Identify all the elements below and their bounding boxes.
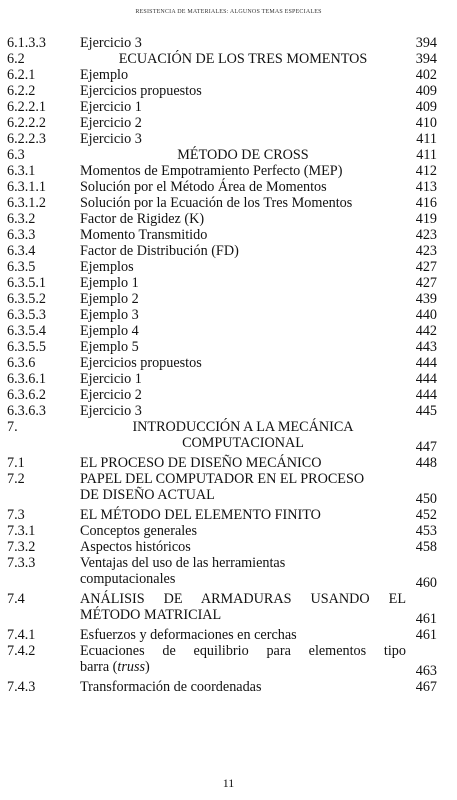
toc-entry-title-line: MÉTODO DE CROSS [177, 147, 309, 163]
toc-entry-number: 6.3.4 [7, 243, 36, 259]
toc-entry-title [80, 355, 406, 371]
toc-entry-number: 7.3.1 [7, 523, 36, 539]
toc-entry-number: 7.2 [7, 471, 25, 487]
toc-entry-title [80, 99, 406, 115]
toc-entry-title [80, 339, 406, 355]
toc-entry-title [80, 679, 406, 695]
toc-entry-title-line: DE DISEÑO ACTUAL [80, 487, 215, 503]
toc-entry-title-line: Factor de Rigidez (K) [80, 211, 205, 227]
toc-entry-number: 6.2.2.2 [7, 115, 47, 131]
toc-entry-title [80, 227, 406, 243]
toc-entry-page: 413 [415, 179, 437, 195]
toc-entry-page: 467 [415, 679, 437, 695]
page-number: 11 [222, 776, 235, 790]
toc-entry-page: 458 [415, 539, 437, 555]
toc-entry-title-line: Ejemplo 2 [80, 291, 139, 307]
toc-entry-title-line: Solución por el Método Área de Momentos [80, 179, 327, 195]
toc-entry-title [80, 179, 406, 195]
toc-entry-title-line: Factor de Distribución (FD) [80, 243, 239, 259]
toc-entry-title [80, 507, 406, 523]
toc-entry-page: 427 [415, 275, 437, 291]
toc-entry-number: 7.3 [7, 507, 25, 523]
toc-entry-title [80, 51, 406, 67]
toc-entry-title [80, 371, 406, 387]
toc-entry-title [80, 523, 406, 539]
toc-entry-number: 6.3.1.1 [7, 179, 47, 195]
toc-entry-title [80, 211, 406, 227]
toc-entry-number: 6.3.6 [7, 355, 36, 371]
toc-entry-page: 444 [415, 387, 437, 403]
toc-entry-title-line: Ejercicio 3 [80, 35, 142, 51]
toc-entry-title [80, 323, 406, 339]
toc-entry-title-line: Ejercicios propuestos [80, 355, 202, 371]
toc-entry-page: 411 [416, 131, 437, 147]
toc-entry-page: 460 [415, 575, 437, 591]
toc-entry-title-line: EL PROCESO DE DISEÑO MECÁNICO [80, 455, 322, 471]
toc-entry-number: 7.4.2 [7, 643, 36, 659]
toc-entry-page: 394 [415, 51, 437, 67]
toc-entry-number: 7.3.3 [7, 555, 36, 571]
toc-entry-page: 461 [415, 611, 437, 627]
toc-entry-title-line: Ejemplos [80, 259, 134, 275]
toc-entry-title-line: ANÁLISIS DE ARMADURAS USANDO EL [80, 591, 406, 607]
toc-entry-page: 439 [415, 291, 437, 307]
toc-entry-title [80, 539, 406, 555]
toc-entry-title [80, 643, 406, 675]
toc-entry-title [80, 275, 406, 291]
toc-entry-title [80, 627, 406, 643]
toc-entry-title-line: Ejercicio 1 [80, 371, 142, 387]
toc-entry-page: 402 [415, 67, 437, 83]
toc-entry-number: 7.3.2 [7, 539, 36, 555]
toc-entry-page: 440 [415, 307, 437, 323]
toc-entry-title-line: Momentos de Empotramiento Perfecto (MEP) [80, 163, 343, 179]
toc-entry-title [80, 471, 406, 503]
toc-entry-title [80, 115, 406, 131]
toc-entry-page: 443 [415, 339, 437, 355]
toc-entry-number: 6.2.2 [7, 83, 36, 99]
toc-entry-page: 419 [415, 211, 437, 227]
toc-entry-title-line: Ejercicio 3 [80, 403, 142, 419]
toc-entry-number: 6.3.2 [7, 211, 36, 227]
toc-entry-number: 6.2.1 [7, 67, 36, 83]
toc-entry-page: 423 [415, 243, 437, 259]
toc-entry-title-line: Transformación de coordenadas [80, 679, 262, 695]
toc-entry-title-line: Esfuerzos y deformaciones en cerchas [80, 627, 297, 643]
toc-entry-title-line: Ejercicio 3 [80, 131, 142, 147]
toc-entry-title [80, 591, 406, 623]
toc-entry-title [80, 67, 406, 83]
toc-entry-title [80, 131, 406, 147]
toc-entry-title-line: Ejemplo 1 [80, 275, 139, 291]
toc-entry-number: 7.4 [7, 591, 25, 607]
toc-entry-title-line: Ejemplo 3 [80, 307, 139, 323]
toc-entry-number: 6.3.5.5 [7, 339, 47, 355]
toc-entry-title [80, 147, 406, 163]
toc-entry-title-line: MÉTODO MATRICIAL [80, 607, 222, 623]
toc-entry-title-line: ECUACIÓN DE LOS TRES MOMENTOS [118, 51, 368, 67]
toc-entry-title-line: INTRODUCCIÓN A LA MECÁNICA [132, 419, 354, 435]
toc-entry-title-line: Ejercicio 2 [80, 387, 142, 403]
toc-entry-page: 412 [415, 163, 437, 179]
toc-entry-number: 7.4.1 [7, 627, 36, 643]
toc-entry-title [80, 387, 406, 403]
toc-entry-title-line: PAPEL DEL COMPUTADOR EN EL PROCESO [80, 471, 365, 487]
toc-entry-page: 409 [415, 99, 437, 115]
toc-entry-title [80, 35, 406, 51]
toc-entry-title [80, 259, 406, 275]
toc-entry-title-line: Ejercicios propuestos [80, 83, 202, 99]
toc-entry-number: 6.2 [7, 51, 25, 67]
toc-entry-title-line: EL MÉTODO DEL ELEMENTO FINITO [80, 507, 321, 523]
toc-entry-page: 447 [415, 439, 437, 455]
toc-entry-number: 6.3.6.2 [7, 387, 47, 403]
toc-entry-title-line: Ejemplo 5 [80, 339, 139, 355]
toc-entry-page: 448 [415, 455, 437, 471]
toc-entry-title-line: Ventajas del uso de las herramientas [80, 555, 286, 571]
toc-entry-title-line: Momento Transmitido [80, 227, 208, 243]
toc-entry-number: 6.3.6.3 [7, 403, 47, 419]
toc-entry-title [80, 307, 406, 323]
toc-entry-number: 6.3.1.2 [7, 195, 47, 211]
toc-entry-title-line: Conceptos generales [80, 523, 198, 539]
toc-entry-title-line: Aspectos históricos [80, 539, 191, 555]
toc-entry-number: 6.3.6.1 [7, 371, 47, 387]
toc-entry-number: 6.3 [7, 147, 25, 163]
toc-entry-page: 416 [415, 195, 437, 211]
toc-entry-title-line: barra (truss) [80, 659, 150, 675]
toc-entry-page: 423 [415, 227, 437, 243]
toc-entry-title [80, 419, 406, 451]
toc-entry-number: 6.3.5.1 [7, 275, 47, 291]
toc-entry-title-line: computacionales [80, 571, 176, 587]
toc-entry-title [80, 163, 406, 179]
toc-entry-number: 6.3.5.3 [7, 307, 47, 323]
toc-entry-page: 442 [415, 323, 437, 339]
toc-entry-page: 394 [415, 35, 437, 51]
toc-entry-title [80, 243, 406, 259]
toc-entry-title [80, 455, 406, 471]
toc-entry-title-line: Ejercicio 1 [80, 99, 142, 115]
toc-entry-title-line: Solución por la Ecuación de los Tres Momentos [80, 195, 353, 211]
toc-entry-number: 7. [7, 419, 18, 435]
toc-entry-page: 453 [415, 523, 437, 539]
toc-entry-title-line: Ecuaciones de equilibrio para elementos tipo [80, 643, 406, 659]
toc-entry-number: 6.1.3.3 [7, 35, 47, 51]
toc-entry-title-line: COMPUTACIONAL [182, 435, 304, 451]
toc-entry-page: 461 [415, 627, 437, 643]
toc-entry-number: 6.2.2.3 [7, 131, 47, 147]
toc-entry-page: 450 [415, 491, 437, 507]
toc-entry-title [80, 403, 406, 419]
toc-entry-number: 7.1 [7, 455, 25, 471]
toc-entry-title-line: Ejercicio 2 [80, 115, 142, 131]
toc-entry-page: 463 [415, 663, 437, 679]
toc-entry-page: 411 [416, 147, 437, 163]
toc-entry-number: 6.3.1 [7, 163, 36, 179]
toc-entry-page: 410 [415, 115, 437, 131]
toc-entry-page: 427 [415, 259, 437, 275]
toc-entry-title-line: Ejemplo 4 [80, 323, 139, 339]
toc-entry-title [80, 291, 406, 307]
toc-entry-page: 452 [415, 507, 437, 523]
toc-entry-page: 445 [415, 403, 437, 419]
toc-entry-page: 444 [415, 371, 437, 387]
toc-entry-title [80, 555, 406, 587]
toc-entry-page: 409 [415, 83, 437, 99]
toc-entry-number: 6.3.5.2 [7, 291, 47, 307]
toc-entry-title-line: Ejemplo [80, 67, 129, 83]
toc-entry-number: 6.3.5 [7, 259, 36, 275]
toc-entry-number: 6.3.3 [7, 227, 36, 243]
toc-entry-page: 444 [415, 355, 437, 371]
toc-entry-title [80, 195, 406, 211]
toc-entry-title [80, 83, 406, 99]
running-header: RESISTENCIA DE MATERIALES: ALGUNOS TEMAS ESPECIALES [135, 9, 322, 15]
toc-entry-number: 6.3.5.4 [7, 323, 47, 339]
toc-entry-number: 7.4.3 [7, 679, 36, 695]
toc-entry-number: 6.2.2.1 [7, 99, 47, 115]
